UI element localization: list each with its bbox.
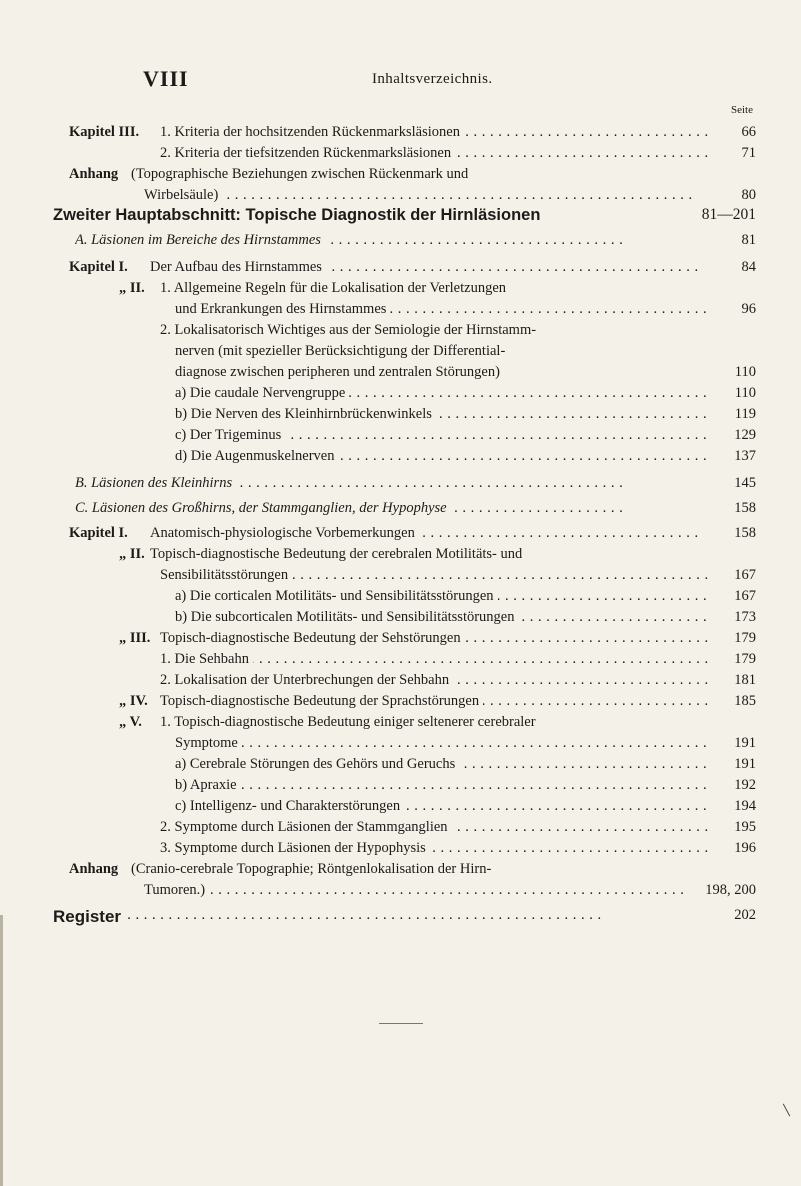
entry-page: 195 [734, 819, 756, 835]
page-number: VIII [143, 66, 189, 91]
entry-text: 1. Topisch-diagnostische Bedeutung einiger seltenerer cerebraler [160, 714, 540, 731]
entry-text: 1. Kriteria der hochsitzenden Rückenmarksläsionen . . . [160, 124, 711, 141]
entry-page: 137 [734, 448, 756, 464]
entry-label: Kapitel I. [69, 259, 128, 275]
entry-text: B. Läsionen des Kleinhirns . . . [75, 475, 711, 492]
entry-text: Der Aufbau des Hirnstammes . . . [150, 259, 711, 276]
entry-text: Sensibilitätsstörungen . . . [160, 567, 711, 584]
entry-label: „ II. [119, 280, 145, 296]
entry-text: Topisch-diagnostische Bedeutung der cerebralen Motilitäts- und [150, 546, 526, 563]
toc-entry[interactable] [0, 232, 801, 252]
toc-entry[interactable] [0, 145, 801, 165]
entry-text: (Topographische Beziehungen zwischen Rückenmark und [131, 166, 472, 183]
entry-text: 2. Symptome durch Läsionen der Stammganglien . . . [160, 819, 711, 836]
toc-entry[interactable] [0, 714, 801, 734]
toc-entry[interactable] [0, 301, 801, 321]
entry-text: c) Intelligenz- und Charakterstörungen . . . [175, 798, 711, 815]
entry-text: c) Der Trigeminus . . . [175, 427, 711, 444]
toc-entry[interactable] [0, 322, 801, 342]
entry-page: 194 [734, 798, 756, 814]
entry-page: 191 [734, 756, 756, 772]
toc-entry[interactable] [0, 259, 801, 279]
entry-text: b) Die subcorticalen Motilitäts- und Sensibilitätsstörungen . . . [175, 609, 711, 626]
entry-page: 84 [741, 259, 756, 275]
entry-text: 1. Allgemeine Regeln für die Lokalisation der Verletzungen [160, 280, 510, 297]
entry-text: b) Die Nerven des Kleinhirnbrückenwinkels . . . [175, 406, 711, 423]
toc-entry[interactable] [0, 406, 801, 426]
register-heading: Register . . . [53, 907, 711, 927]
entry-text: 3. Symptome durch Läsionen der Hypophysis . . . [160, 840, 711, 857]
entry-text: b) Apraxie . . . [175, 777, 711, 794]
toc-entry[interactable] [0, 651, 801, 671]
entry-page: 198, 200 [705, 882, 756, 898]
toc-entry[interactable] [0, 672, 801, 692]
entry-page: 110 [734, 364, 756, 380]
running-head: Inhaltsverzeichnis. [372, 71, 493, 87]
toc-entry[interactable] [0, 280, 801, 300]
entry-page: 173 [734, 609, 756, 625]
entry-text: Topisch-diagnostische Bedeutung der Sehstörungen . . . [160, 630, 711, 647]
toc-entry[interactable] [0, 819, 801, 839]
toc-entry[interactable] [0, 756, 801, 776]
entry-label: „ III. [119, 630, 151, 646]
toc-entry[interactable] [0, 609, 801, 629]
toc-entry[interactable] [0, 546, 801, 566]
toc-entry[interactable] [0, 840, 801, 860]
toc-entry[interactable] [0, 735, 801, 755]
toc-entry[interactable] [0, 861, 801, 881]
toc-entry[interactable] [0, 588, 801, 608]
entry-text: Tumoren.) . . . [144, 882, 685, 899]
entry-text: nerven (mit spezieller Berücksichtigung der Differential- [175, 343, 509, 360]
entry-text: diagnose zwischen peripheren und zentralen Störungen) [175, 364, 504, 381]
entry-label: „ V. [119, 714, 142, 730]
entry-text: 2. Lokalisation der Unterbrechungen der Sehbahn . . . [160, 672, 711, 689]
entry-page: 81—201 [701, 206, 756, 223]
toc-entry[interactable] [0, 385, 801, 405]
entry-page: 71 [741, 145, 756, 161]
entry-text: 1. Die Sehbahn . . . [160, 651, 711, 668]
entry-text: d) Die Augenmuskelnerven . . . [175, 448, 711, 465]
entry-page: 202 [734, 907, 756, 923]
entry-text: Wirbelsäule) . . . [144, 187, 711, 204]
entry-page: 129 [734, 427, 756, 443]
entry-page: 80 [741, 187, 756, 203]
toc-entry[interactable] [0, 630, 801, 650]
toc-entry[interactable] [0, 798, 801, 818]
entry-text: 2. Kriteria der tiefsitzenden Rückenmarksläsionen . . . [160, 145, 711, 162]
entry-page: 158 [734, 500, 756, 516]
entry-text: A. Läsionen im Bereiche des Hirnstammes . . . [75, 232, 711, 249]
entry-text: 2. Lokalisatorisch Wichtiges aus der Semiologie der Hirnstamm- [160, 322, 540, 339]
entry-text: C. Läsionen des Großhirns, der Stammganglien, der Hypophyse . . . [75, 500, 711, 517]
entry-page: 96 [741, 301, 756, 317]
entry-page: 81 [741, 232, 756, 248]
toc-entry-register[interactable] [0, 907, 801, 931]
column-heading-seite: Seite [731, 104, 753, 116]
entry-label: „ II. [119, 546, 145, 562]
entry-label: Kapitel III. [69, 124, 140, 140]
entry-text: (Cranio-cerebrale Topographie; Röntgenlokalisation der Hirn- [131, 861, 495, 878]
toc-entry[interactable] [0, 427, 801, 447]
toc-entry[interactable] [0, 525, 801, 545]
toc-entry[interactable] [0, 187, 801, 207]
entry-page: 145 [734, 475, 756, 491]
main-section-heading: Zweiter Hauptabschnitt: Topische Diagnostik der Hirnläsionen [53, 206, 541, 224]
entry-text: Anatomisch-physiologische Vorbemerkungen . . . [150, 525, 711, 542]
toc-entry[interactable] [0, 364, 801, 384]
entry-label: Kapitel I. [69, 525, 128, 541]
toc-entry[interactable] [0, 206, 801, 230]
entry-page: 191 [734, 735, 756, 751]
entry-page: 179 [734, 630, 756, 646]
toc-entry[interactable] [0, 166, 801, 186]
separator-rule [379, 1023, 423, 1024]
toc-entry[interactable] [0, 693, 801, 713]
entry-text: Topisch-diagnostische Bedeutung der Sprachstörungen . . . [160, 693, 711, 710]
entry-text: a) Die corticalen Motilitäts- und Sensibilitätsstörungen . . . [175, 588, 711, 605]
entry-label: „ IV. [119, 693, 148, 709]
entry-page: 181 [734, 672, 756, 688]
page-edge-shadow [0, 915, 3, 1186]
toc-entry[interactable] [0, 448, 801, 468]
entry-page: 179 [734, 651, 756, 667]
entry-page: 119 [734, 406, 756, 422]
entry-text: Symptome . . . [175, 735, 711, 752]
entry-text: a) Cerebrale Störungen des Gehörs und Geruchs . . . [175, 756, 711, 773]
toc-entry[interactable] [0, 124, 801, 144]
entry-page: 66 [741, 124, 756, 140]
entry-text: und Erkrankungen des Hirnstammes . . . [175, 301, 711, 318]
entry-page: 185 [734, 693, 756, 709]
entry-page: 196 [734, 840, 756, 856]
toc-entry[interactable] [0, 882, 801, 902]
entry-page: 158 [734, 525, 756, 541]
entry-page: 110 [734, 385, 756, 401]
entry-page: 167 [734, 588, 756, 604]
stray-mark [783, 1104, 790, 1117]
toc-entry[interactable] [0, 777, 801, 797]
entry-label: Anhang [69, 166, 119, 182]
entry-page: 167 [734, 567, 756, 583]
entry-text: a) Die caudale Nervengruppe . . . [175, 385, 711, 402]
toc-entry[interactable] [0, 567, 801, 587]
entry-page: 192 [734, 777, 756, 793]
toc-entry[interactable] [0, 475, 801, 495]
toc-entry[interactable] [0, 343, 801, 363]
toc-entry[interactable] [0, 500, 801, 520]
entry-label: Anhang [69, 861, 119, 877]
